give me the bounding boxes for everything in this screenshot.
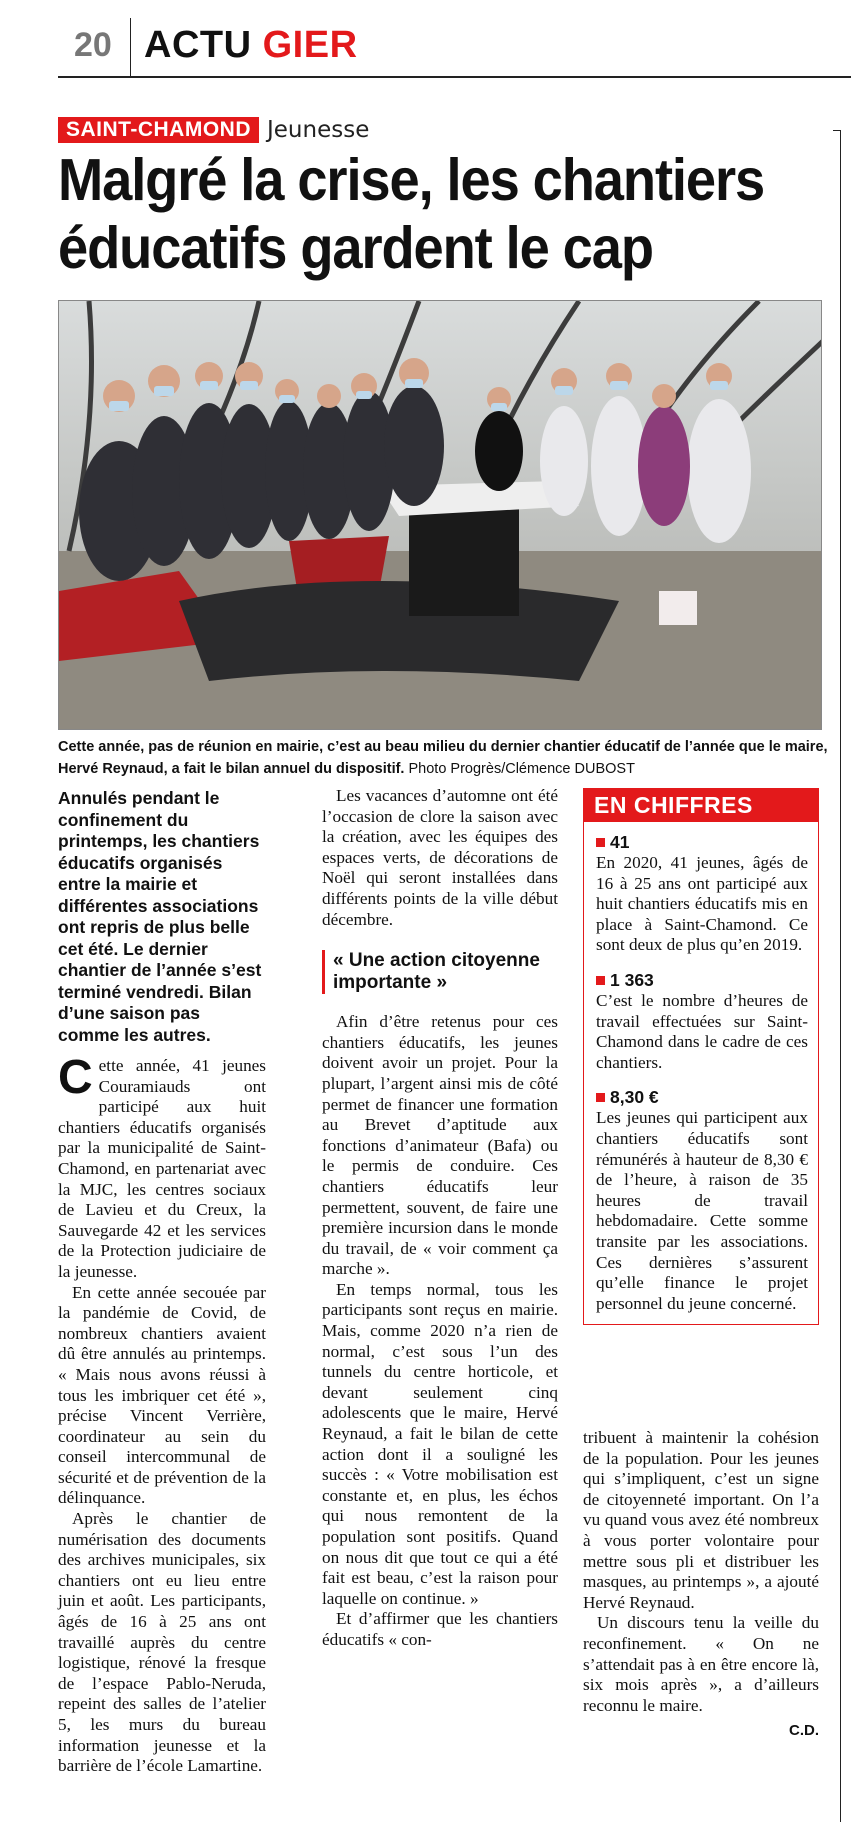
- figure-text: C’est le nombre d’heures de travail effectuées sur Saint-Chamond dans le cadre de ces chantiers.: [596, 990, 808, 1072]
- red-square-icon: [596, 1093, 605, 1102]
- red-square-icon: [596, 976, 605, 985]
- figure-label: [596, 832, 808, 853]
- body-paragraph-8: Un discours tenu la veille du reconfinement. « On ne s’attendait pas à en être encore là, six mois après », a d’ailleurs reconnu le maire.: [583, 1613, 819, 1715]
- figure-value: 1 363: [610, 969, 654, 990]
- figure-text: En 2020, 41 jeunes, âgés de 16 à 25 ans ont participé aux huit chantiers éducatifs mis en place à Saint-Chamond. Ce sont deux de plus qu’en 2019.: [596, 853, 808, 955]
- kicker: [58, 116, 369, 144]
- header-divider: [130, 18, 131, 76]
- headline-line-1: Malgré la crise, les chantiers: [58, 147, 765, 213]
- topic-tag: Jeunesse: [267, 117, 370, 143]
- figure-label: [596, 970, 808, 991]
- body-paragraph-5: Afin d’être retenus pour ces chantiers éducatifs, les jeunes doivent avoir un projet. Pour la plupart, l’argent ainsi mis de côté permet de financer une formation au Brevet d’aptitude aux fonctions d’animateur (Bafa) ou le permis de conduire. Ces chantiers éducatifs leur permettent, souvent, de faire une première incursion dans le monde du travail, de « voir comment ça marche ».: [322, 1012, 558, 1279]
- figures-box-title: EN CHIFFRES: [584, 789, 818, 822]
- figure-value: 41: [610, 832, 630, 852]
- body-paragraph-1: [58, 1051, 266, 1283]
- subheading: « Une action citoyenne importante »: [322, 950, 558, 994]
- greenhouse-photo-illustration: [59, 301, 822, 730]
- body-paragraph-7b: tribuent à maintenir la cohésion de la population. Pour les jeunes qui s’impliquent, c’est un signe de citoyenneté important. On l’a vu quand vous avez été nombreux à vous porter volontaire pour mettre sous pli et distribuer les masques, au printemps », a ajouté Hervé Reynaud.: [583, 1428, 819, 1612]
- drop-cap: C: [58, 1051, 93, 1104]
- column-3: [583, 1428, 819, 1739]
- red-square-icon: [596, 838, 605, 847]
- lead-paragraph: Annulés pendant le confinement du printemps, les chantiers éducatifs organisés entre la mairie et différentes associations ont repris de plus belle cet été. Le dernier chantier de l’année s’est terminé vendredi. Bilan d’une saison pas comme les autres.: [58, 788, 262, 1045]
- body-paragraph-1-text: ette année, 41 jeunes Couramiauds ont participé aux huit chantiers éducatifs organisés par la municipalité de Saint-Chamond, en partenariat avec la MJC, les centres sociaux de Lavieu et du Creux, la Sauvegarde 42 et les services de la Protection judiciaire de la jeunesse.: [58, 1056, 266, 1281]
- body-paragraph-4: Les vacances d’automne ont été l’occasion de clore la saison avec la création, avec les équipes des espaces verts, de décorations de Noël qui seront installées dans différents points de la ville début décembre.: [322, 786, 558, 929]
- header-rule: [58, 76, 851, 78]
- body-paragraph-2: En cette année secouée par la pandémie de Covid, de nombreux chantiers avaient dû être annulés au printemps. « Mais nous avons réussi à tous les imbriquer cet été », précise Vincent Verrière, coordinateur au sein du conseil intercommunal de sécurité et de prévention de la délinquance.: [58, 1282, 266, 1508]
- city-tag: SAINT-CHAMOND: [58, 117, 259, 143]
- section-title: [144, 24, 358, 67]
- headline-line-2: éducatifs gardent le cap: [58, 215, 653, 281]
- figure-label: [596, 1087, 808, 1108]
- body-paragraph-3: Après le chantier de numérisation des documents des archives municipales, six chantiers ont eu lieu entre juin et août. Les participants, âgés de 16 à 25 ans ont travaillé auprès du centre logistique, rénové la fresque de l’espace Pablo-Neruda, repeint des salles de l’atelier 5, les murs du bureau information jeunesse et la barrière de l’école Lamartine.: [58, 1509, 266, 1776]
- column-1: [58, 788, 266, 1777]
- photo-caption: [58, 736, 838, 780]
- page-number: 20: [74, 26, 112, 64]
- column-rule: [840, 130, 841, 1822]
- author-signature: C.D.: [789, 1722, 819, 1740]
- column-2: [322, 786, 558, 1651]
- headline: [58, 146, 776, 282]
- figure-value: 8,30 €: [610, 1087, 659, 1108]
- photo-credit: Photo Progrès/Clémence DUBOST: [408, 761, 635, 777]
- section-title-b: GIER: [262, 24, 358, 66]
- figure-text: Les jeunes qui participent aux chantiers éducatifs sont rémunérés à hauteur de 8,30 € de l’heure, à raison de 35 heures de travail hebdomadaire. Cette somme transite par les associations. Ces dernières s’assurent qu’elle finance le projet personnel du jeune concerné.: [596, 1108, 808, 1313]
- figures-box-body: [584, 822, 818, 1324]
- article-photo: [58, 300, 822, 730]
- body-paragraph-6: En temps normal, tous les participants sont reçus en mairie. Mais, comme 2020 n’a rien de normal, c’est sous l’un des tunnels du centre horticole, et devant seulement cinq adolescents que le maire, Hervé Reynaud, a fait le bilan de cette action dont il a souligné les succès : « Votre mobilisation est constante et, en plus, les échos qui nous remontent de la population sont positifs. Quand on nous dit que tout ce qui a été fait est beau, c’est la raison pour laquelle on continue. »: [322, 1279, 558, 1608]
- body-paragraph-7a: Et d’affirmer que les chantiers éducatifs « con-: [322, 1609, 558, 1649]
- caption-text: Cette année, pas de réunion en mairie, c’est au beau milieu du dernier chantier éducatif de l’année que le maire, Hervé Reynaud, a fait le bilan annuel du dispositif.: [58, 739, 828, 777]
- figures-box: [583, 788, 819, 1325]
- section-title-a: ACTU: [144, 24, 252, 66]
- page-header: [58, 18, 851, 70]
